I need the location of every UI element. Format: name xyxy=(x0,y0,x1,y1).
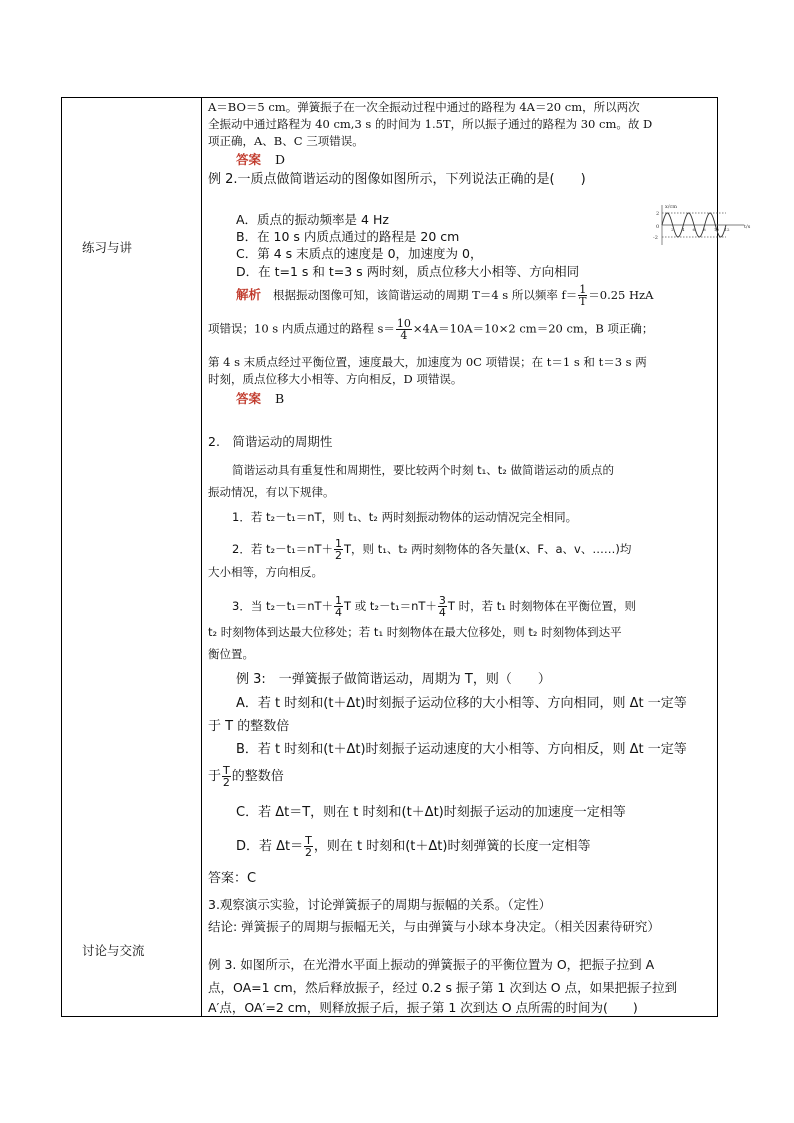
option-b-text-b: 的整数倍 xyxy=(231,769,284,784)
analysis-line-4: 时刻，质点位移大小相等、方向相反，D 项错误。 xyxy=(208,372,463,386)
analysis-line-2 xyxy=(208,318,653,341)
rule-3-text-c: T 时，若 t₁ 时刻物体在平衡位置，则 xyxy=(447,599,637,613)
example-3-option-c: C．若 Δt＝T，则在 t 时刻和(t＋Δt)时刻振子运动的加速度一定相等 xyxy=(236,805,626,820)
section-2-title: 2. 简谐运动的周期性 xyxy=(208,434,333,449)
graph-x-tick-label: 4 xyxy=(681,227,685,232)
frac-num: 3 xyxy=(438,594,446,607)
answer-label: 答案 xyxy=(236,152,262,167)
graph-x-tick-label: 10 xyxy=(713,227,719,232)
option-b-text-a: 于 xyxy=(208,769,222,784)
rule-3-text-a: 3．当 t₂－t₁＝nT＋ xyxy=(232,599,334,613)
example-4-line-2: 点，OA=1 cm，然后释放振子，经过 0.2 s 振子第 1 次到达 O 点，如果把振子拉到 xyxy=(208,980,678,995)
graph-x-tick-label: 6 xyxy=(692,227,696,232)
option-d-text-b: ，则在 t 时刻和(t＋Δt)时刻弹簧的长度一定相等 xyxy=(313,839,591,854)
row-label-practice: 练习与讲 xyxy=(82,240,133,255)
frac-den: 4 xyxy=(400,329,408,342)
section-2-para-1: 简谐运动具有重复性和周期性，要比较两个时刻 t₁、t₂ 做简谐运动的质点的 xyxy=(232,463,615,477)
solution-line-3: 项正确，A、B、C 三项错误。 xyxy=(208,134,364,148)
graph-y-top: 2 xyxy=(656,211,660,217)
fraction-1-over-2 xyxy=(334,538,343,561)
rule-3-line-3: 衡位置。 xyxy=(208,647,254,661)
frac-den: 2 xyxy=(335,549,343,562)
lesson-table xyxy=(61,97,751,1017)
example-2-option-a: A．质点的振动频率是 4 Hz xyxy=(236,212,389,227)
frac-num: 10 xyxy=(396,317,411,330)
example-2-option-b: B．在 10 s 内质点通过的路程是 20 cm xyxy=(236,229,460,244)
column-divider xyxy=(201,98,202,1016)
frac-den: T xyxy=(579,295,587,308)
rule-2-line-2: 大小相等，方向相反。 xyxy=(208,565,323,579)
analysis-line-3: 第 4 s 末质点经过平衡位置，速度最大，加速度为 0C 项错误；在 t＝1 s 和 t＝3 s 两 xyxy=(208,355,647,369)
example-3-option-b-2 xyxy=(208,765,284,788)
section-2-para-2: 振动情况，有以下规律。 xyxy=(208,485,335,499)
example-2-option-c: C．第 4 s 末质点的速度是 0，加速度为 0， xyxy=(236,246,483,261)
example-2-option-d: D．在 t=1 s 和 t=3 s 两时刻，质点位移大小相等、方向相同 xyxy=(236,264,580,279)
graph-x-label: t/s xyxy=(744,224,751,230)
example-3-answer: 答案：C xyxy=(208,871,257,886)
graph-y-zero: 0 xyxy=(656,224,660,230)
rule-2-text-a: 2．若 t₂－t₁＝nT＋ xyxy=(232,542,334,556)
rule-3-line-2: t₂ 时刻物体到达最大位移处；若 t₁ 时刻物体在最大位移处，则 t₂ 时刻物体到达平 xyxy=(208,625,622,639)
frac-den: 4 xyxy=(438,606,446,619)
analysis-text-2b: ×4A＝10A＝10×2 cm＝20 cm，B 项正确； xyxy=(412,321,654,336)
solution-line-1: A＝BO＝5 cm。弹簧振子在一次全振动过程中通过的路程为 4A＝20 cm，所以两次 xyxy=(208,100,640,114)
fraction-1-over-t xyxy=(578,284,587,307)
graph-y-bottom: -2 xyxy=(653,235,658,241)
answer-value: D xyxy=(275,152,286,167)
analysis-text-1b: ＝0.25 HzA xyxy=(588,288,654,302)
frac-den: 4 xyxy=(335,606,343,619)
frac-num: T xyxy=(223,764,230,777)
example-4-line-3: A′点，OA′=2 cm，则释放振子后，振子第 1 次到达 O 点所需的时间为( ) xyxy=(208,1000,638,1015)
option-d-text-a: D．若 Δt＝ xyxy=(236,839,304,854)
analysis-text-1a: 根据振动图像可知，该简谐运动的周期 T＝4 s 所以频率 f＝ xyxy=(273,288,578,302)
solution-line-2: 全振动中通过路程为 40 cm,3 s 的时间为 1.5T，所以振子通过的路程为 30 cm。故 D xyxy=(208,117,653,131)
frac-num: T xyxy=(305,834,312,847)
frac-den: 2 xyxy=(305,846,312,859)
frac-num: 1 xyxy=(579,283,587,296)
fraction-t-over-2 xyxy=(304,835,313,858)
rule-3-line-1 xyxy=(232,595,636,618)
rule-2-text-b: T，则 t₁、t₂ 两时刻物体的各矢量(x、F、a、v、……)均 xyxy=(344,542,632,556)
graph-x-tick-label: 12 xyxy=(724,227,730,232)
section-3-conclusion: 结论: 弹簧振子的周期与振幅无关，与由弹簧与小球本身决定。（相关因素待研究） xyxy=(208,919,660,934)
frac-num: 1 xyxy=(335,537,343,550)
graph-axes xyxy=(662,205,744,245)
example-2-question: 例 2.一质点做简谐运动的图像如图所示，下列说法正确的是( ) xyxy=(208,172,586,187)
row-label-discuss: 讨论与交流 xyxy=(82,943,145,958)
fraction-3-over-4 xyxy=(438,595,447,618)
fraction-10-over-4 xyxy=(396,318,412,341)
vibration-graph xyxy=(648,201,756,247)
analysis-label: 解析 xyxy=(236,287,262,302)
analysis-line-1 xyxy=(236,284,653,307)
example-3-option-a-1: A．若 t 时刻和(t＋Δt)时刻振子运动位移的大小相等、方向相同，则 Δt 一定等 xyxy=(236,696,687,711)
graph-x-ticks xyxy=(671,227,730,232)
graph-x-tick-label: 2 xyxy=(671,227,674,232)
graph-x-tick-label: 8 xyxy=(703,227,706,232)
answer-row-1 xyxy=(236,152,285,168)
section-3-line-1: 3.观察演示实验，讨论弹簧振子的周期与振幅的关系。（定性） xyxy=(208,897,552,912)
example-3-option-b-1: B．若 t 时刻和(t＋Δt)时刻振子运动速度的大小相等、方向相反，则 Δt 一定等 xyxy=(236,742,687,757)
answer-value: B xyxy=(275,391,285,406)
graph-y-label: x/cm xyxy=(665,204,678,210)
fraction-1-over-4 xyxy=(334,595,343,618)
example-3-option-a-2: 于 T 的整数倍 xyxy=(208,719,290,734)
frac-num: 1 xyxy=(335,594,343,607)
rule-3-text-b: T 或 t₂－t₁＝nT＋ xyxy=(344,599,437,613)
rule-1: 1．若 t₂－t₁＝nT，则 t₁、t₂ 两时刻振动物体的运动情况完全相同。 xyxy=(232,510,578,524)
answer-row-2 xyxy=(236,391,284,407)
example-3-question: 例 3: 一弹簧振子做简谐运动，周期为 T，则（ ） xyxy=(236,672,551,687)
analysis-text-2a: 项错误；10 s 内质点通过的路程 s＝ xyxy=(208,321,395,336)
example-3-option-d xyxy=(236,835,590,858)
example-4-line-1: 例 3. 如图所示，在光滑水平面上振动的弹簧振子的平衡位置为 O，把振子拉到 A xyxy=(208,957,655,972)
frac-den: 2 xyxy=(222,776,230,789)
fraction-t-over-2 xyxy=(222,765,231,788)
answer-label: 答案 xyxy=(236,391,262,406)
rule-2-line-1 xyxy=(232,538,631,561)
